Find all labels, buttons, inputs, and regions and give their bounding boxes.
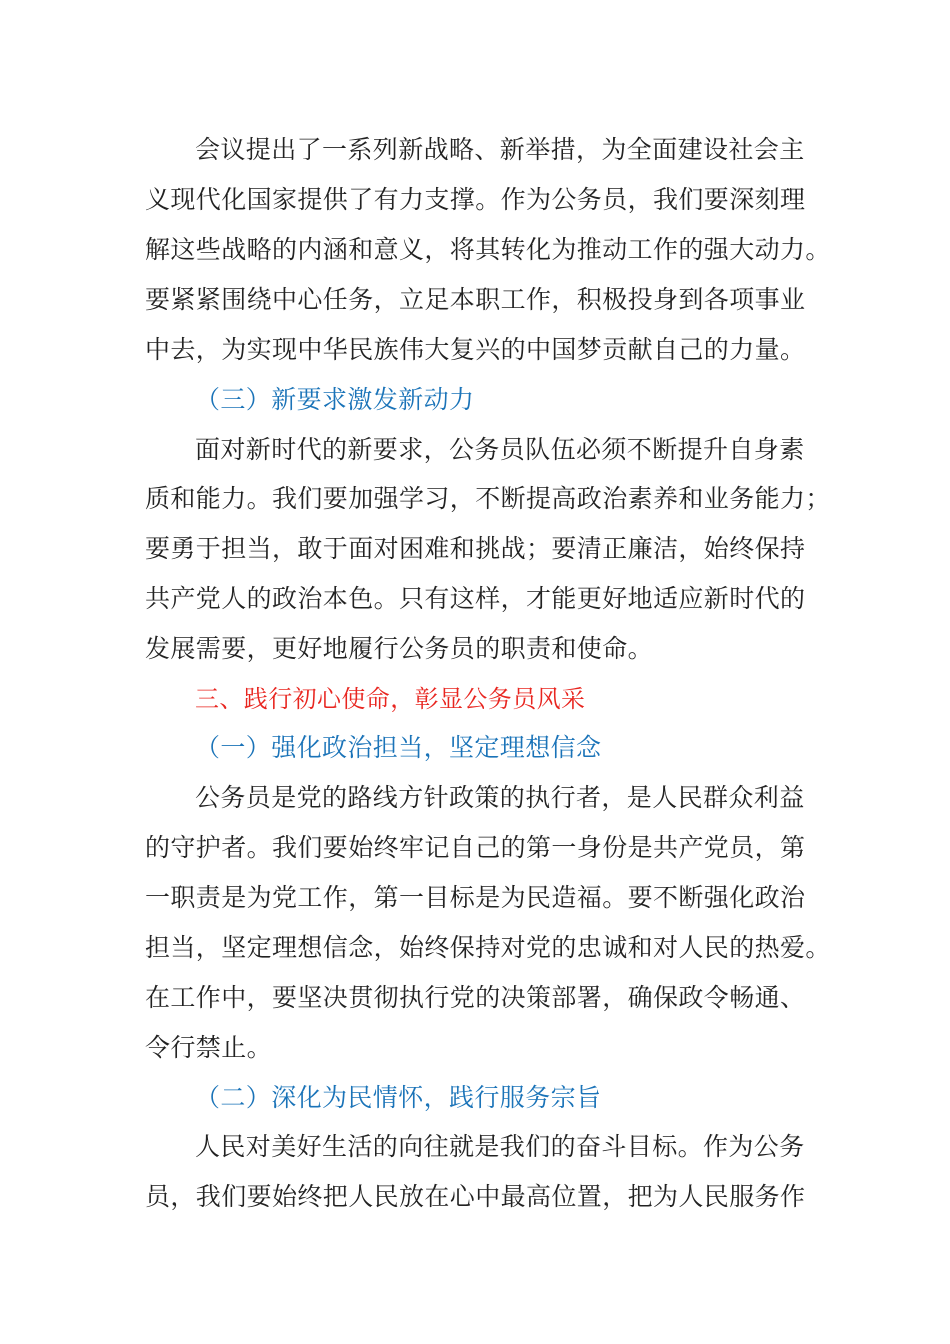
paragraph-line: 发展需要，更好地履行公务员的职责和使命。 (145, 634, 654, 663)
paragraph-line: 中去，为实现中华民族伟大复兴的中国梦贡献自己的力量。 (145, 335, 806, 364)
subheading: （二）深化为民情怀，践行服务宗旨 (195, 1083, 602, 1112)
paragraph-line: 要紧紧围绕中心任务，立足本职工作，积极投身到各项事业 (145, 285, 806, 314)
paragraph-line: 面对新时代的新要求，公务员队伍必须不断提升自身素 (195, 435, 805, 464)
paragraph-line: 一职责是为党工作，第一目标是为民造福。要不断强化政治 (145, 883, 806, 912)
paragraph-line: 质和能力。我们要加强学习，不断提高政治素养和业务能力； (145, 484, 831, 513)
paragraph-line: 人民对美好生活的向往就是我们的奋斗目标。作为公务 (195, 1132, 805, 1161)
subheading: （三）新要求激发新动力 (195, 385, 475, 414)
paragraph-line: 义现代化国家提供了有力支撑。作为公务员，我们要深刻理 (145, 185, 806, 214)
subheading: （一）强化政治担当，坚定理想信念 (195, 733, 602, 762)
paragraph-line: 共产党人的政治本色。只有这样，才能更好地适应新时代的 (145, 584, 806, 613)
section-heading: 三、践行初心使命，彰显公务员风采 (195, 685, 586, 713)
paragraph-line: 令行禁止。 (145, 1033, 273, 1062)
paragraph-line: 担当，坚定理想信念，始终保持对党的忠诚和对人民的热爱。 (145, 933, 831, 962)
paragraph-line: 要勇于担当，敢于面对困难和挑战；要清正廉洁，始终保持 (145, 534, 806, 563)
paragraph-line: 公务员是党的路线方针政策的执行者，是人民群众利益 (195, 783, 805, 812)
paragraph-line: 会议提出了一系列新战略、新举措，为全面建设社会主 (195, 135, 805, 164)
paragraph-line: 员，我们要始终把人民放在心中最高位置，把为人民服务作 (145, 1182, 806, 1211)
paragraph-line: 在工作中，要坚决贯彻执行党的决策部署，确保政令畅通、 (145, 983, 806, 1012)
paragraph-line: 的守护者。我们要始终牢记自己的第一身份是共产党员，第 (145, 833, 806, 862)
paragraph-line: 解这些战略的内涵和意义，将其转化为推动工作的强大动力。 (145, 235, 831, 264)
